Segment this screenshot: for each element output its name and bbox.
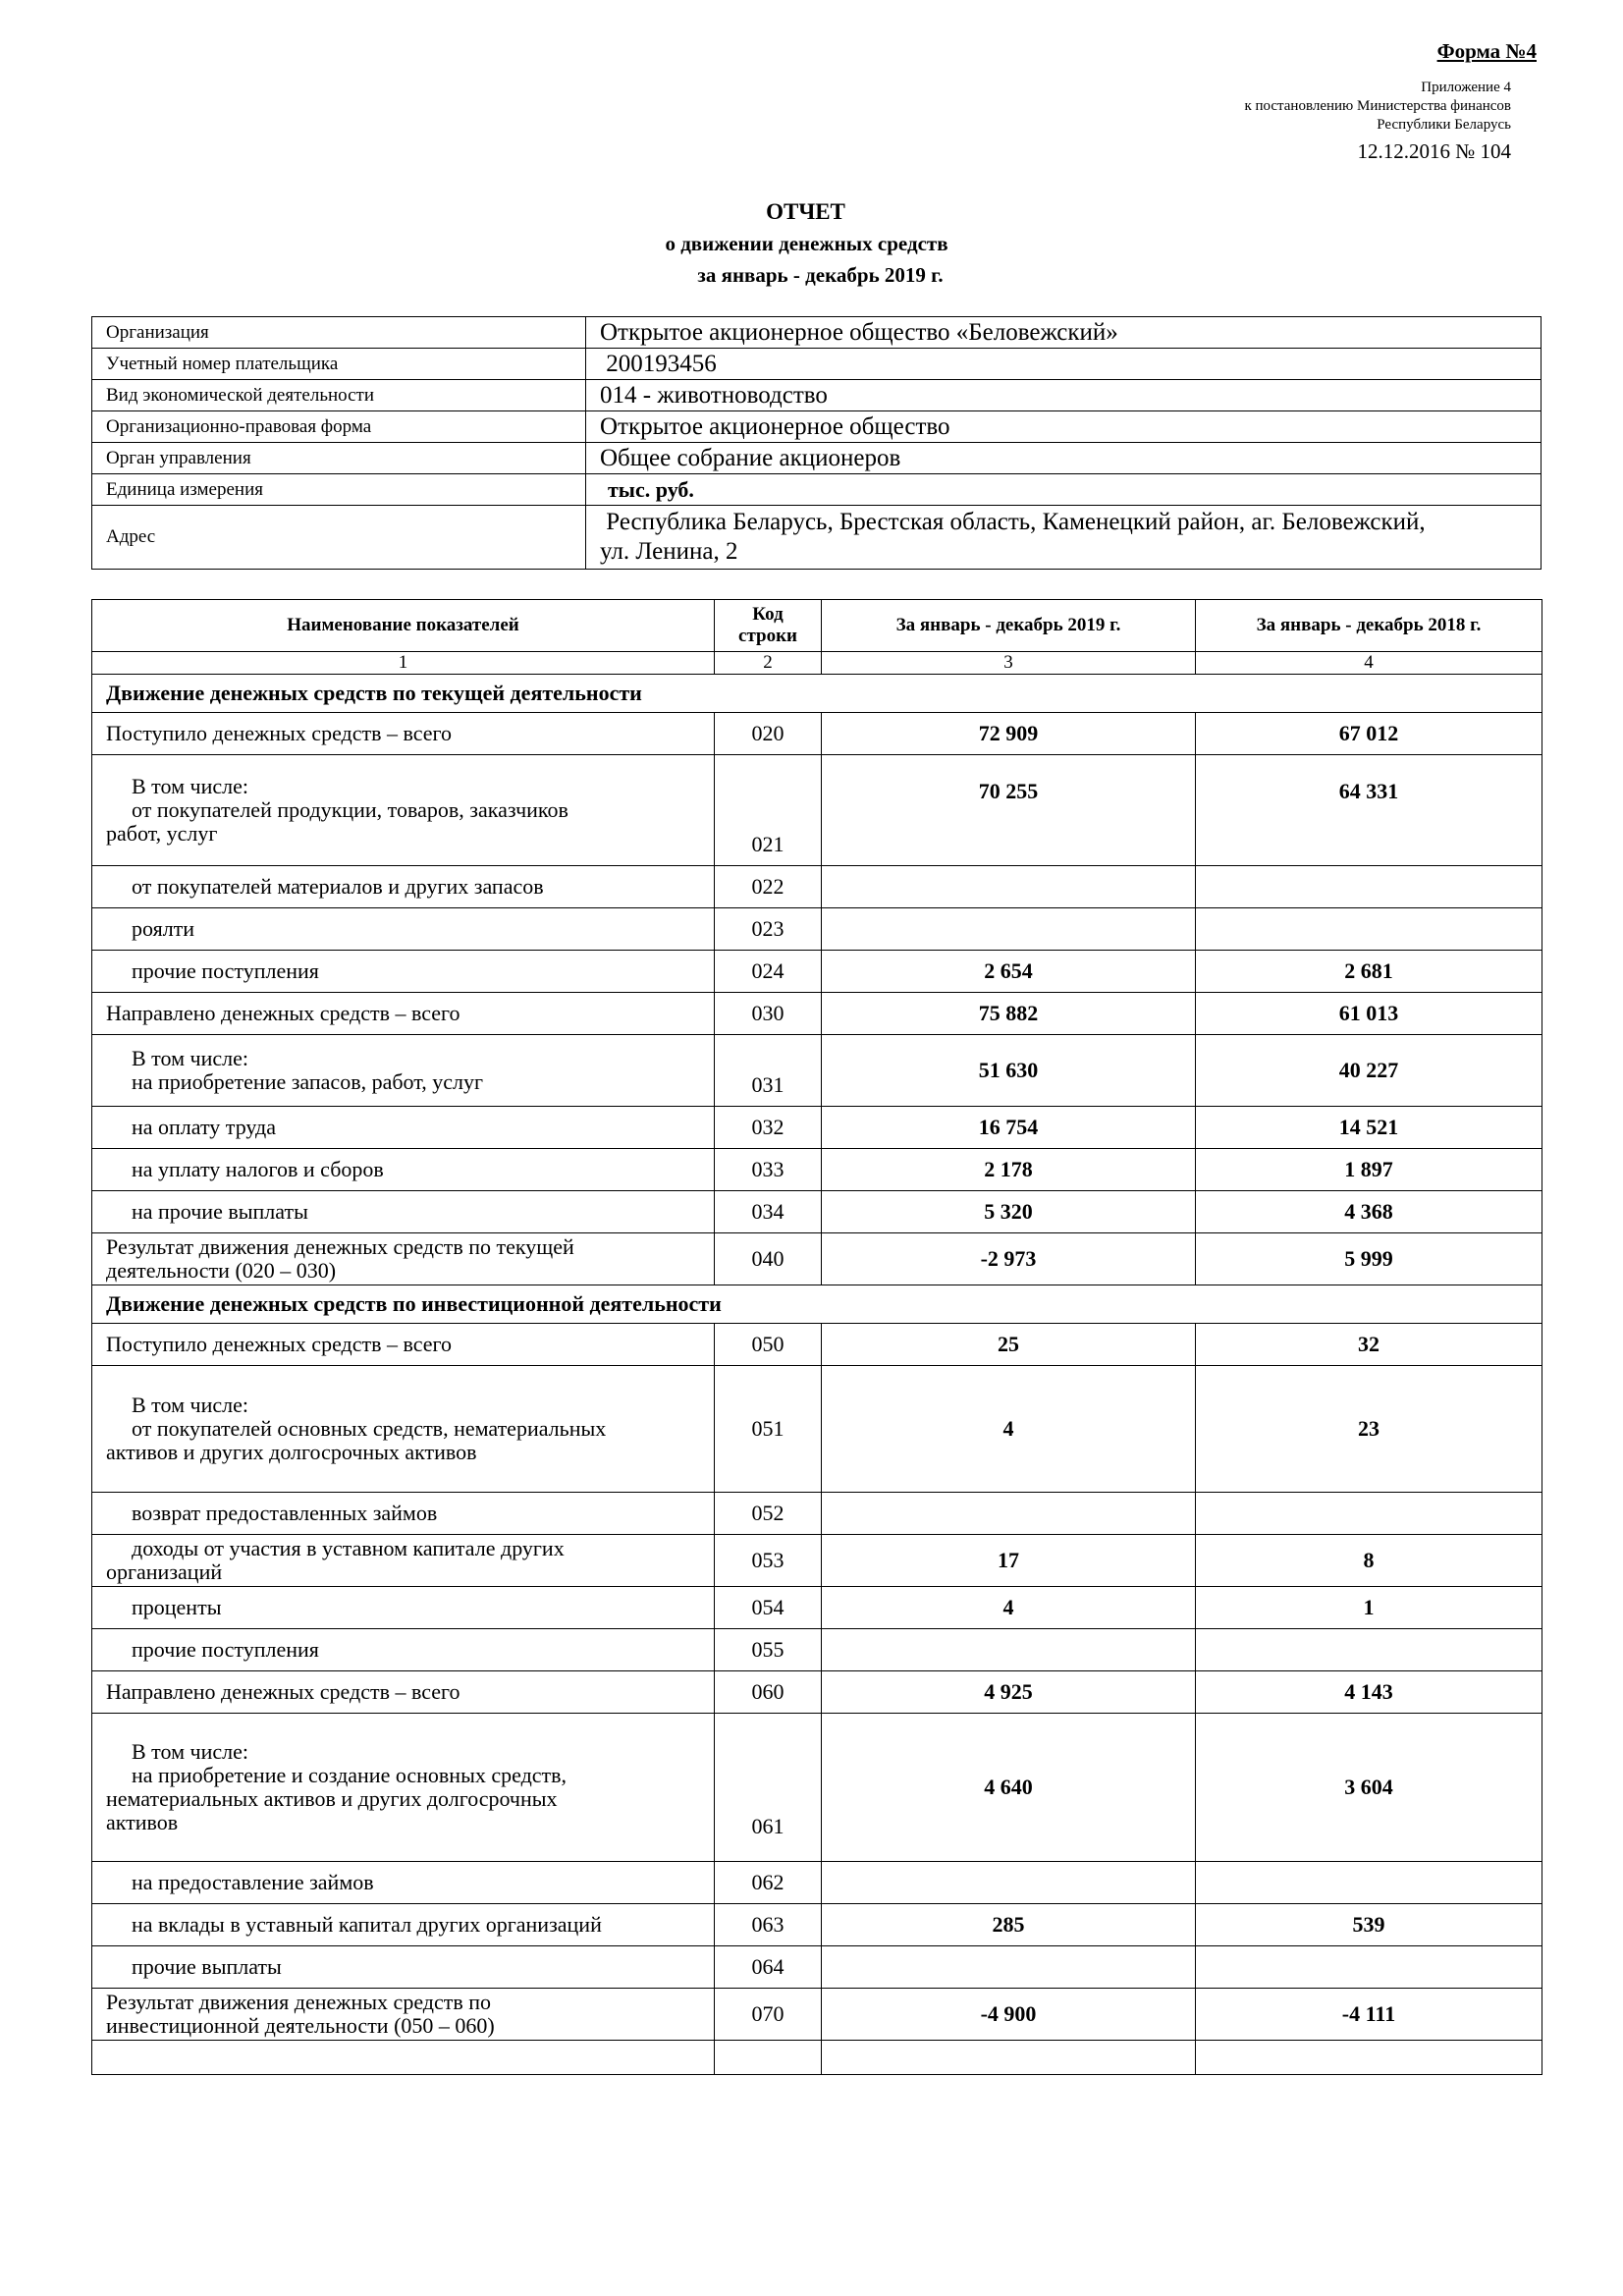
info-row <box>92 474 1542 506</box>
info-label: Адрес <box>92 506 586 570</box>
row-value-2018: 5 999 <box>1196 1233 1542 1285</box>
row-value-2019: 4 925 <box>822 1671 1196 1714</box>
column-number: 3 <box>822 652 1196 675</box>
row-name <box>92 1904 715 1946</box>
row-value-2019: 4 <box>822 1366 1196 1493</box>
row-value-2019: 16 754 <box>822 1107 1196 1149</box>
info-value: тыс. руб. <box>586 474 1542 506</box>
row-name-text: на предоставление займов <box>132 1870 374 1894</box>
row-name <box>92 1862 715 1904</box>
row-name <box>92 755 715 866</box>
row-name-line-1: от покупателей продукции, товаров, заказчиков <box>132 797 568 822</box>
info-row-address <box>92 506 1542 570</box>
table-row <box>92 755 1542 866</box>
row-name-line-1: Результат движения денежных средств по <box>106 1990 492 2014</box>
row-value-2018: 1 897 <box>1196 1149 1542 1191</box>
column-number: 2 <box>715 652 822 675</box>
title-line-2: о движении денежных средств <box>665 232 948 255</box>
row-name <box>92 1366 715 1493</box>
row-value-2019: 2 178 <box>822 1149 1196 1191</box>
info-label: Вид экономической деятельности <box>92 380 586 411</box>
row-name-line-1: на приобретение и создание основных средств, <box>132 1763 568 1787</box>
info-label: Орган управления <box>92 443 586 474</box>
section-row <box>92 1285 1542 1324</box>
row-value-2018: 32 <box>1196 1324 1542 1366</box>
info-label: Единица измерения <box>92 474 586 506</box>
section-title-investing: Движение денежных средств по инвестиционной деятельности <box>92 1285 1542 1324</box>
empty-cell <box>822 2041 1196 2075</box>
row-value-2019: 51 630 <box>822 1035 1196 1107</box>
row-code: 060 <box>715 1671 822 1714</box>
row-intro: В том числе: <box>132 1046 248 1070</box>
table-row <box>92 908 1542 951</box>
table-row <box>92 1324 1542 1366</box>
row-value-2019: 70 255 <box>822 755 1196 866</box>
row-value-2019 <box>822 1862 1196 1904</box>
row-name-line-1: Результат движения денежных средств по текущей <box>106 1234 574 1259</box>
row-name-line-2: нематериальных активов и других долгосрочных <box>106 1786 558 1811</box>
row-name-line-2: деятельности (020 – 030) <box>106 1258 337 1283</box>
info-label: Учетный номер плательщика <box>92 349 586 380</box>
row-intro: В том числе: <box>132 1393 248 1417</box>
row-name-text: на оплату труда <box>132 1115 276 1139</box>
row-name <box>92 1191 715 1233</box>
info-row <box>92 411 1542 443</box>
row-code: 053 <box>715 1535 822 1587</box>
table-row <box>92 993 1542 1035</box>
info-value: Открытое акционерное общество <box>586 411 1542 443</box>
table-row <box>92 1149 1542 1191</box>
row-value-2018 <box>1196 1946 1542 1989</box>
row-value-2019 <box>822 866 1196 908</box>
row-value-2019 <box>822 908 1196 951</box>
table-row <box>92 1904 1542 1946</box>
row-code: 064 <box>715 1946 822 1989</box>
row-code: 033 <box>715 1149 822 1191</box>
address-line-2: ул. Ленина, 2 <box>600 538 738 565</box>
info-row <box>92 349 1542 380</box>
row-name-text: от покупателей материалов и других запасов <box>132 874 544 899</box>
row-name <box>92 866 715 908</box>
row-name-text: на прочие выплаты <box>132 1199 308 1224</box>
table-row <box>92 713 1542 755</box>
table-row-empty <box>92 2041 1542 2075</box>
row-value-2018: 4 368 <box>1196 1191 1542 1233</box>
row-value-2018: 4 143 <box>1196 1671 1542 1714</box>
row-name-text: возврат предоставленных займов <box>132 1501 438 1525</box>
row-name <box>92 1946 715 1989</box>
row-value-2019: 4 640 <box>822 1714 1196 1862</box>
row-value-2019: 4 <box>822 1587 1196 1629</box>
row-value-2018: 23 <box>1196 1366 1542 1493</box>
info-value: 014 - животноводство <box>586 380 1542 411</box>
row-name-line-1: от покупателей основных средств, нематериальных <box>132 1416 607 1441</box>
row-value-2019: 75 882 <box>822 993 1196 1035</box>
section-title-operating: Движение денежных средств по текущей деятельности <box>92 675 1542 713</box>
row-value-2018 <box>1196 1629 1542 1671</box>
row-value-2019: -2 973 <box>822 1233 1196 1285</box>
row-value-2018 <box>1196 1493 1542 1535</box>
form-number: Форма №4 <box>1436 39 1537 63</box>
title-line-3: за январь - декабрь 2019 г. <box>697 263 944 287</box>
row-name-line-1: на приобретение запасов, работ, услуг <box>132 1069 483 1094</box>
report-title <box>0 196 1623 291</box>
row-value-2019: 25 <box>822 1324 1196 1366</box>
row-value-2018: 2 681 <box>1196 951 1542 993</box>
cash-flow-table <box>91 599 1542 2075</box>
row-code: 024 <box>715 951 822 993</box>
table-row <box>92 1535 1542 1587</box>
row-name <box>92 951 715 993</box>
row-name-text: роялти <box>132 916 195 941</box>
empty-cell <box>92 2041 715 2075</box>
row-value-2019: 72 909 <box>822 713 1196 755</box>
row-name-line-2: организаций <box>106 1559 223 1584</box>
info-label: Организация <box>92 317 586 349</box>
row-code: 031 <box>715 1035 822 1107</box>
table-row <box>92 1946 1542 1989</box>
appendix-line: к постановлению Министерства финансов <box>1244 98 1511 114</box>
appendix-line: Республики Беларусь <box>1377 117 1511 133</box>
header-2019: За январь - декабрь 2019 г. <box>822 600 1196 652</box>
row-code: 050 <box>715 1324 822 1366</box>
appendix-note <box>1244 79 1511 164</box>
header-row <box>92 600 1542 652</box>
row-name <box>92 1107 715 1149</box>
row-name <box>92 1233 715 1285</box>
table-row <box>92 866 1542 908</box>
info-row <box>92 317 1542 349</box>
column-number-row <box>92 652 1542 675</box>
row-value-2018: 14 521 <box>1196 1107 1542 1149</box>
row-name-line-1: доходы от участия в уставном капитале других <box>132 1536 565 1560</box>
empty-cell <box>1196 2041 1542 2075</box>
table-row <box>92 1671 1542 1714</box>
table-row <box>92 951 1542 993</box>
title-line-1: ОТЧЕТ <box>766 199 845 224</box>
appendix-line: Приложение 4 <box>1421 80 1511 95</box>
info-label: Организационно-правовая форма <box>92 411 586 443</box>
row-name <box>92 1149 715 1191</box>
header-name: Наименование показателей <box>92 600 715 652</box>
row-code: 030 <box>715 993 822 1035</box>
row-name-line-2: работ, услуг <box>106 821 218 846</box>
row-code: 040 <box>715 1233 822 1285</box>
row-value-2019 <box>822 1629 1196 1671</box>
row-name <box>92 1629 715 1671</box>
row-value-2019: 17 <box>822 1535 1196 1587</box>
info-value: 200193456 <box>586 349 1542 380</box>
info-value-address <box>586 506 1542 570</box>
row-code: 021 <box>715 755 822 866</box>
row-value-2018: -4 111 <box>1196 1989 1542 2041</box>
row-code: 023 <box>715 908 822 951</box>
row-value-2018: 539 <box>1196 1904 1542 1946</box>
row-code: 022 <box>715 866 822 908</box>
row-value-2019 <box>822 1946 1196 1989</box>
row-code: 055 <box>715 1629 822 1671</box>
table-row <box>92 1233 1542 1285</box>
row-name-line-2: активов и других долгосрочных активов <box>106 1440 477 1464</box>
row-name <box>92 1493 715 1535</box>
appendix-date: 12.12.2016 № 104 <box>1357 139 1511 163</box>
row-value-2018: 64 331 <box>1196 755 1542 866</box>
row-name-text: прочие выплаты <box>132 1954 282 1979</box>
section-row <box>92 675 1542 713</box>
row-value-2018 <box>1196 1862 1542 1904</box>
row-value-2018: 61 013 <box>1196 993 1542 1035</box>
header-code-line-2: строки <box>738 626 797 646</box>
row-name: Поступило денежных средств – всего <box>92 713 715 755</box>
row-value-2019 <box>822 1493 1196 1535</box>
row-value-2018: 8 <box>1196 1535 1542 1587</box>
column-number: 1 <box>92 652 715 675</box>
row-name-text: прочие поступления <box>132 958 319 983</box>
row-value-2019: -4 900 <box>822 1989 1196 2041</box>
row-name <box>92 908 715 951</box>
info-row <box>92 443 1542 474</box>
row-name: Направлено денежных средств – всего <box>92 993 715 1035</box>
row-code: 052 <box>715 1493 822 1535</box>
row-name-text: проценты <box>132 1595 222 1619</box>
row-name <box>92 1714 715 1862</box>
row-value-2018 <box>1196 866 1542 908</box>
row-name-line-3: активов <box>106 1810 179 1834</box>
table-row <box>92 1035 1542 1107</box>
header-2018: За январь - декабрь 2018 г. <box>1196 600 1542 652</box>
table-row <box>92 1714 1542 1862</box>
row-code: 032 <box>715 1107 822 1149</box>
column-number: 4 <box>1196 652 1542 675</box>
row-code: 054 <box>715 1587 822 1629</box>
row-name <box>92 1587 715 1629</box>
header-code <box>715 600 822 652</box>
row-code: 062 <box>715 1862 822 1904</box>
info-row <box>92 380 1542 411</box>
info-value: Открытое акционерное общество «Беловежский» <box>586 317 1542 349</box>
table-row <box>92 1989 1542 2041</box>
row-intro: В том числе: <box>132 1739 248 1764</box>
table-row <box>92 1862 1542 1904</box>
row-code: 061 <box>715 1714 822 1862</box>
row-code: 051 <box>715 1366 822 1493</box>
table-row <box>92 1191 1542 1233</box>
organization-info-table <box>91 316 1542 570</box>
row-code: 020 <box>715 713 822 755</box>
row-name-line-2: инвестиционной деятельности (050 – 060) <box>106 2013 495 2038</box>
row-value-2018: 1 <box>1196 1587 1542 1629</box>
row-value-2019: 5 320 <box>822 1191 1196 1233</box>
row-value-2018: 40 227 <box>1196 1035 1542 1107</box>
row-code: 034 <box>715 1191 822 1233</box>
empty-cell <box>715 2041 822 2075</box>
info-value: Общее собрание акционеров <box>586 443 1542 474</box>
row-value-2018: 3 604 <box>1196 1714 1542 1862</box>
row-value-2019: 285 <box>822 1904 1196 1946</box>
row-name <box>92 1535 715 1587</box>
table-row <box>92 1366 1542 1493</box>
row-name-text: на вклады в уставный капитал других организаций <box>132 1912 602 1937</box>
row-name: Направлено денежных средств – всего <box>92 1671 715 1714</box>
header-code-line-1: Код <box>752 604 784 625</box>
row-value-2018 <box>1196 908 1542 951</box>
row-name-text: на уплату налогов и сборов <box>132 1157 384 1181</box>
row-name <box>92 1035 715 1107</box>
row-name: Поступило денежных средств – всего <box>92 1324 715 1366</box>
row-value-2018: 67 012 <box>1196 713 1542 755</box>
table-row <box>92 1629 1542 1671</box>
row-code: 070 <box>715 1989 822 2041</box>
row-code: 063 <box>715 1904 822 1946</box>
table-row <box>92 1587 1542 1629</box>
row-name-text: прочие поступления <box>132 1637 319 1662</box>
table-row <box>92 1493 1542 1535</box>
row-intro: В том числе: <box>132 774 248 798</box>
table-row <box>92 1107 1542 1149</box>
address-line-1: Республика Беларусь, Брестская область, Каменецкий район, аг. Беловежский, <box>600 509 1426 535</box>
row-name <box>92 1989 715 2041</box>
row-value-2019: 2 654 <box>822 951 1196 993</box>
